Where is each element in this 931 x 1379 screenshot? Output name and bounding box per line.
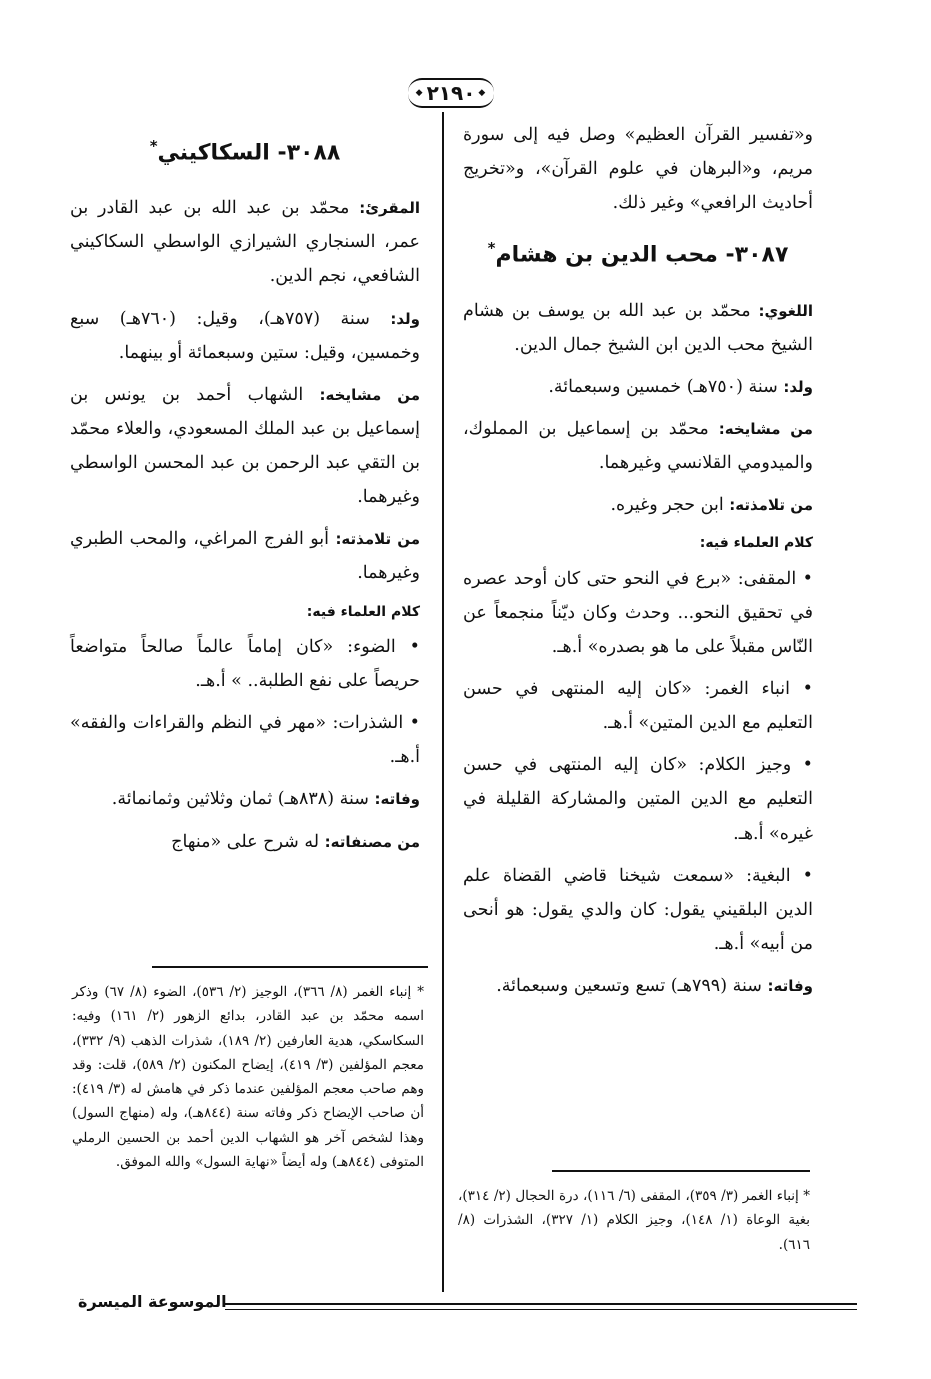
field-text: محمّد بن عبد الله بن عبد القادر بن عمر، السنجاري الشيرازي الواسطي السكاكيني الشافعي، نجم الدين. xyxy=(70,198,420,287)
entry-paragraph xyxy=(70,191,420,293)
field-label: من مشايخه: xyxy=(319,385,420,404)
field-label: المقرئ: xyxy=(359,199,420,218)
field-text: أبو الفرج المراغي، والمحب الطبري وغيرهما. xyxy=(70,529,420,584)
entry-title: ٣٠٨٨- السكاكيني xyxy=(157,140,341,166)
field-text: ابن حجر وغيره. xyxy=(610,495,724,516)
field-label: من تلامذته: xyxy=(335,530,420,549)
field-text: سنة (٧٥٠هـ) خمسين وسبعمائة. xyxy=(548,376,778,397)
page-number xyxy=(408,78,494,108)
field-text: محمّد بن عبد الله بن يوسف بن هشام الشيخ محب الدين ابن الشيخ جمال الدين. xyxy=(463,300,813,355)
field-label: من تلامذته: xyxy=(729,496,813,515)
footer-rule xyxy=(225,1303,857,1310)
footnote-marker: * xyxy=(487,239,496,258)
footnote-left: * إنباء الغمر (٨/ ٣٦٦)، الوجيز (٢/ ٥٣٦)، الضوء (٨/ ٦٧) وذكر اسمه محمّد بن عبد القادر، بدائع الزهور (٢/ ١٦١) وفيه: السكاسكي، هدية العارفين (٢/ ١٨٩)، شذرات الذهب (٩/ ٣٣٢)، معجم المؤلفين (٣/ ٤١٩)، إيضاح المكنون (٢/ ٥٨٩)، قلت: وقد وهم صاحب معجم المؤلفين عندما ذكر في هامش له (٣/ ٤١٩): أن صاحب الإيضاح ذكر وفاته سنة (٨٤٤هـ)، وله (منهاج السول) وهذا لشخص آخر هو الشهاب الدين أحمد بن الحسين الرملي المتوفى (٨٤٤هـ) وله أيضاً «نهاية السول» والله الموفق. xyxy=(72,984,425,1171)
scholar-quote: • انباء الغمر: «كان إليه المنتهى في حسن التعليم مع الدين المتين» أ.هـ. xyxy=(463,672,813,740)
footnote-marker: * xyxy=(149,137,158,155)
entry-paragraph xyxy=(463,370,813,404)
footnote-right: * إنباء الغمر (٣/ ٣٥٩)، المقفى (٦/ ١١٦)، درة الحجال (٢/ ٣١٤)، بغية الوعاة (١/ ١٤٨)، وجيز الكلام (١/ ٣٢٧)، الشذرات (٨/ ٦١٦). xyxy=(458,1188,811,1253)
footnote-rule-left xyxy=(152,966,428,968)
field-label: ولد: xyxy=(390,309,421,328)
entry-paragraph xyxy=(70,302,420,370)
field-label: وفاته: xyxy=(767,977,813,996)
field-label: من مشايخه: xyxy=(718,419,813,438)
entry-paragraph xyxy=(70,522,420,590)
field-text: الشهاب أحمد بن يونس بن إسماعيل بن عبد الملك المسعودي، والعلاء محمّد بن التقي عبد الرحمن بن عبد المحسن الواسطي وغيرهما. xyxy=(70,384,420,508)
field-label: من مصنفاته: xyxy=(324,832,420,851)
field-text: محمّد بن إسماعيل بن المملوك، والميدومي القلانسي وغيرهما. xyxy=(463,418,813,474)
field-text: سنة (٨٣٨هـ) ثمان وثلاثين وثمانمائة. xyxy=(111,789,369,810)
entry-paragraph xyxy=(463,294,813,362)
section-subheading: كلام العلماء فيه: xyxy=(699,535,813,552)
entry-paragraph xyxy=(463,412,813,480)
field-text: سنة (٧٥٧هـ)، وقيل: (٧٦٠هـ) سبع وخمسين، وقيل: ستين وسبعمائة أو بينهما. xyxy=(70,308,420,363)
scholar-quote: • المقفى: «برع في النحو حتى كان أوحد عصره في تحقيق النحو... وحدث وكان ديّناً منجمعاً عن النّاس مقبلاً على ما هو بصدره» أ.هـ. xyxy=(463,562,813,664)
entry-heading-3087 xyxy=(463,234,813,277)
book-title-footer: الموسوعة الميسرة xyxy=(78,1292,227,1311)
column-divider xyxy=(442,112,444,1292)
scholar-quote: • وجيز الكلام: «كان إليه المنتهى في حسن التعليم مع الدين المتين والمشاركة القليلة في غيره» أ.هـ. xyxy=(463,748,813,850)
footnote-rule-right xyxy=(552,1170,810,1172)
page-number-text: ◆ ٢١٩٠ xyxy=(426,81,476,105)
scholar-quote: • الضوء: «كان إماماً عالماً صالحاً متواضعاً حريصاً على نفع الطلبة.. » أ.هـ. xyxy=(70,630,420,698)
entry-heading-3088 xyxy=(70,132,420,175)
entry-paragraph xyxy=(70,825,420,859)
field-text: له شرح على «منهاج xyxy=(171,831,320,852)
section-subheading: كلام العلماء فيه: xyxy=(306,603,420,620)
field-label: اللغوي: xyxy=(758,301,813,320)
field-label: وفاته: xyxy=(374,790,420,809)
entry-paragraph xyxy=(70,782,420,816)
entry-paragraph xyxy=(463,969,813,1003)
right-column xyxy=(463,118,813,1011)
field-text: سنة (٧٩٩هـ) تسع وتسعين وسبعمائة. xyxy=(496,976,762,997)
field-label: ولد: xyxy=(783,377,813,396)
left-column xyxy=(70,118,420,867)
scholar-quote: • البغية: «سمعت شيخنا قاضي القضاة علم الدين البلقيني يقول: كان والدي يقول: هو أنحى من أبيه» أ.هـ. xyxy=(463,859,813,961)
entry-paragraph xyxy=(463,488,813,522)
entry-paragraph xyxy=(70,378,420,515)
continued-text: و«تفسير القرآن العظيم» وصل فيه إلى سورة مريم، و«البرهان في علوم القرآن»، و«تخريج أحاديث الرافعي» وغير ذلك. xyxy=(463,125,813,214)
scholar-quote: • الشذرات: «مهر في النظم والقراءات والفقه» أ.هـ. xyxy=(70,706,420,774)
entry-title: ٣٠٨٧- محب الدين بن هشام xyxy=(495,242,789,268)
